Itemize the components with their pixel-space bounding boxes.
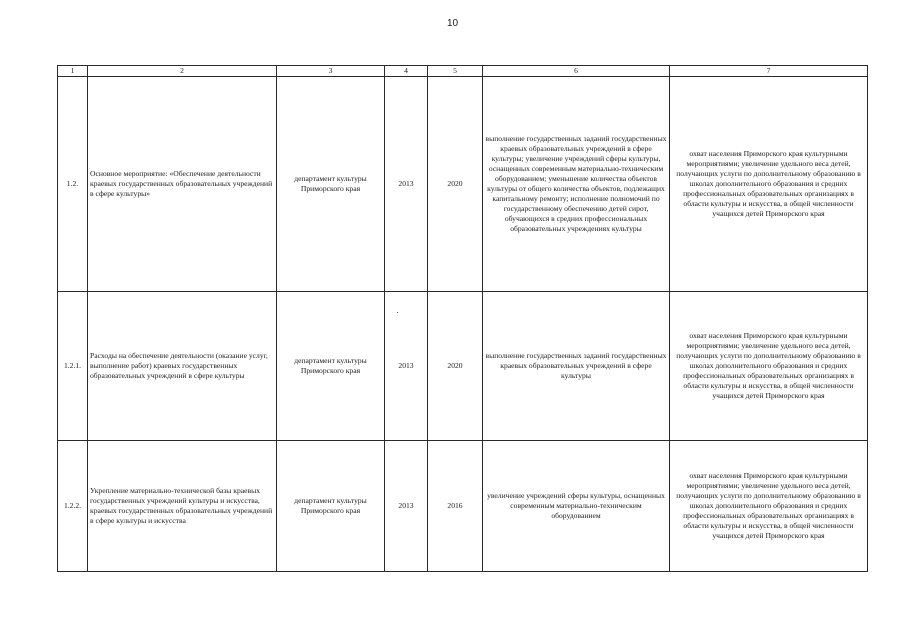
column-header-7: 7 [670,66,868,77]
scan-speck [397,312,398,313]
table-row [58,77,868,292]
activity-name: Укрепление материально-технической базы краевых государственных учреждений культуры и искусства, краевых государственных образовательных учреждений в сфере культуры и искусства [88,441,277,572]
activity-name: Основное мероприятие: «Обеспечение деятельности краевых государственных образовательных учреждений в сфере культуры» [88,77,277,292]
expected-result: выполнение государственных заданий государственных краевых образовательных учреждений в сфере культуры; увеличение учреждений сферы культуры, оснащенных современным материально-техническим оборудованием; уменьшение количества объектов культуры от общего количества объектов, подлежащих капитальному ремонту; исполнение полномочий по государственному обеспечению детей сирот, обучающихся в средних профессиональных образовательных учреждениях культуры [483,77,670,292]
responsible-department: департамент культуры Приморского края [277,292,385,441]
end-year: 2020 [428,292,483,441]
end-year: 2020 [428,77,483,292]
column-header-3: 3 [277,66,385,77]
column-header-2: 2 [88,66,277,77]
start-year: 2013 [385,441,428,572]
start-year: 2013 [385,77,428,292]
column-header-1: 1 [58,66,88,77]
responsible-department: департамент культуры Приморского края [277,77,385,292]
target-indicator: охват населения Приморского края культурными мероприятиями; увеличение удельного веса детей, получающих услуги по дополнительному образованию в школах дополнительного образования и средних профессиональных образовательных организациях в области культуры и искусства, в общей численности учащихся детей Приморского края [670,77,868,292]
activity-name: Расходы на обеспечение деятельности (оказание услуг, выполнение работ) краевых государственных образовательных учреждений в сфере культуры [88,292,277,441]
table-row [58,441,868,572]
expected-result: выполнение государственных заданий государственных краевых образовательных учреждений в сфере культуры [483,292,670,441]
expected-result: увеличение учреждений сферы культуры, оснащенных современным материально-техническим оборудованием [483,441,670,572]
table-row [58,292,868,441]
responsible-department: департамент культуры Приморского края [277,441,385,572]
column-header-6: 6 [483,66,670,77]
target-indicator: охват населения Приморского края культурными мероприятиями; увеличение удельного веса детей, получающих услуги по дополнительному образованию в школах дополнительного образования и средних профессиональных образовательных организациях в области культуры и искусства, в общей численности учащихся детей Приморского края [670,292,868,441]
column-header-4: 4 [385,66,428,77]
row-number: 1.2.1. [58,292,88,441]
page-number: 10 [446,18,459,29]
column-header-5: 5 [428,66,483,77]
row-number: 1.2.2. [58,441,88,572]
start-year: 2013 [385,292,428,441]
column-number-header-row [58,66,868,77]
target-indicator: охват населения Приморского края культурными мероприятиями; увеличение удельного веса детей, получающих услуги по дополнительному образованию в школах дополнительного образования и средних профессиональных образовательных организациях в области культуры и искусства, в общей численности учащихся детей Приморского края [670,441,868,572]
row-number: 1.2. [58,77,88,292]
end-year: 2016 [428,441,483,572]
program-activities-table [57,65,868,572]
